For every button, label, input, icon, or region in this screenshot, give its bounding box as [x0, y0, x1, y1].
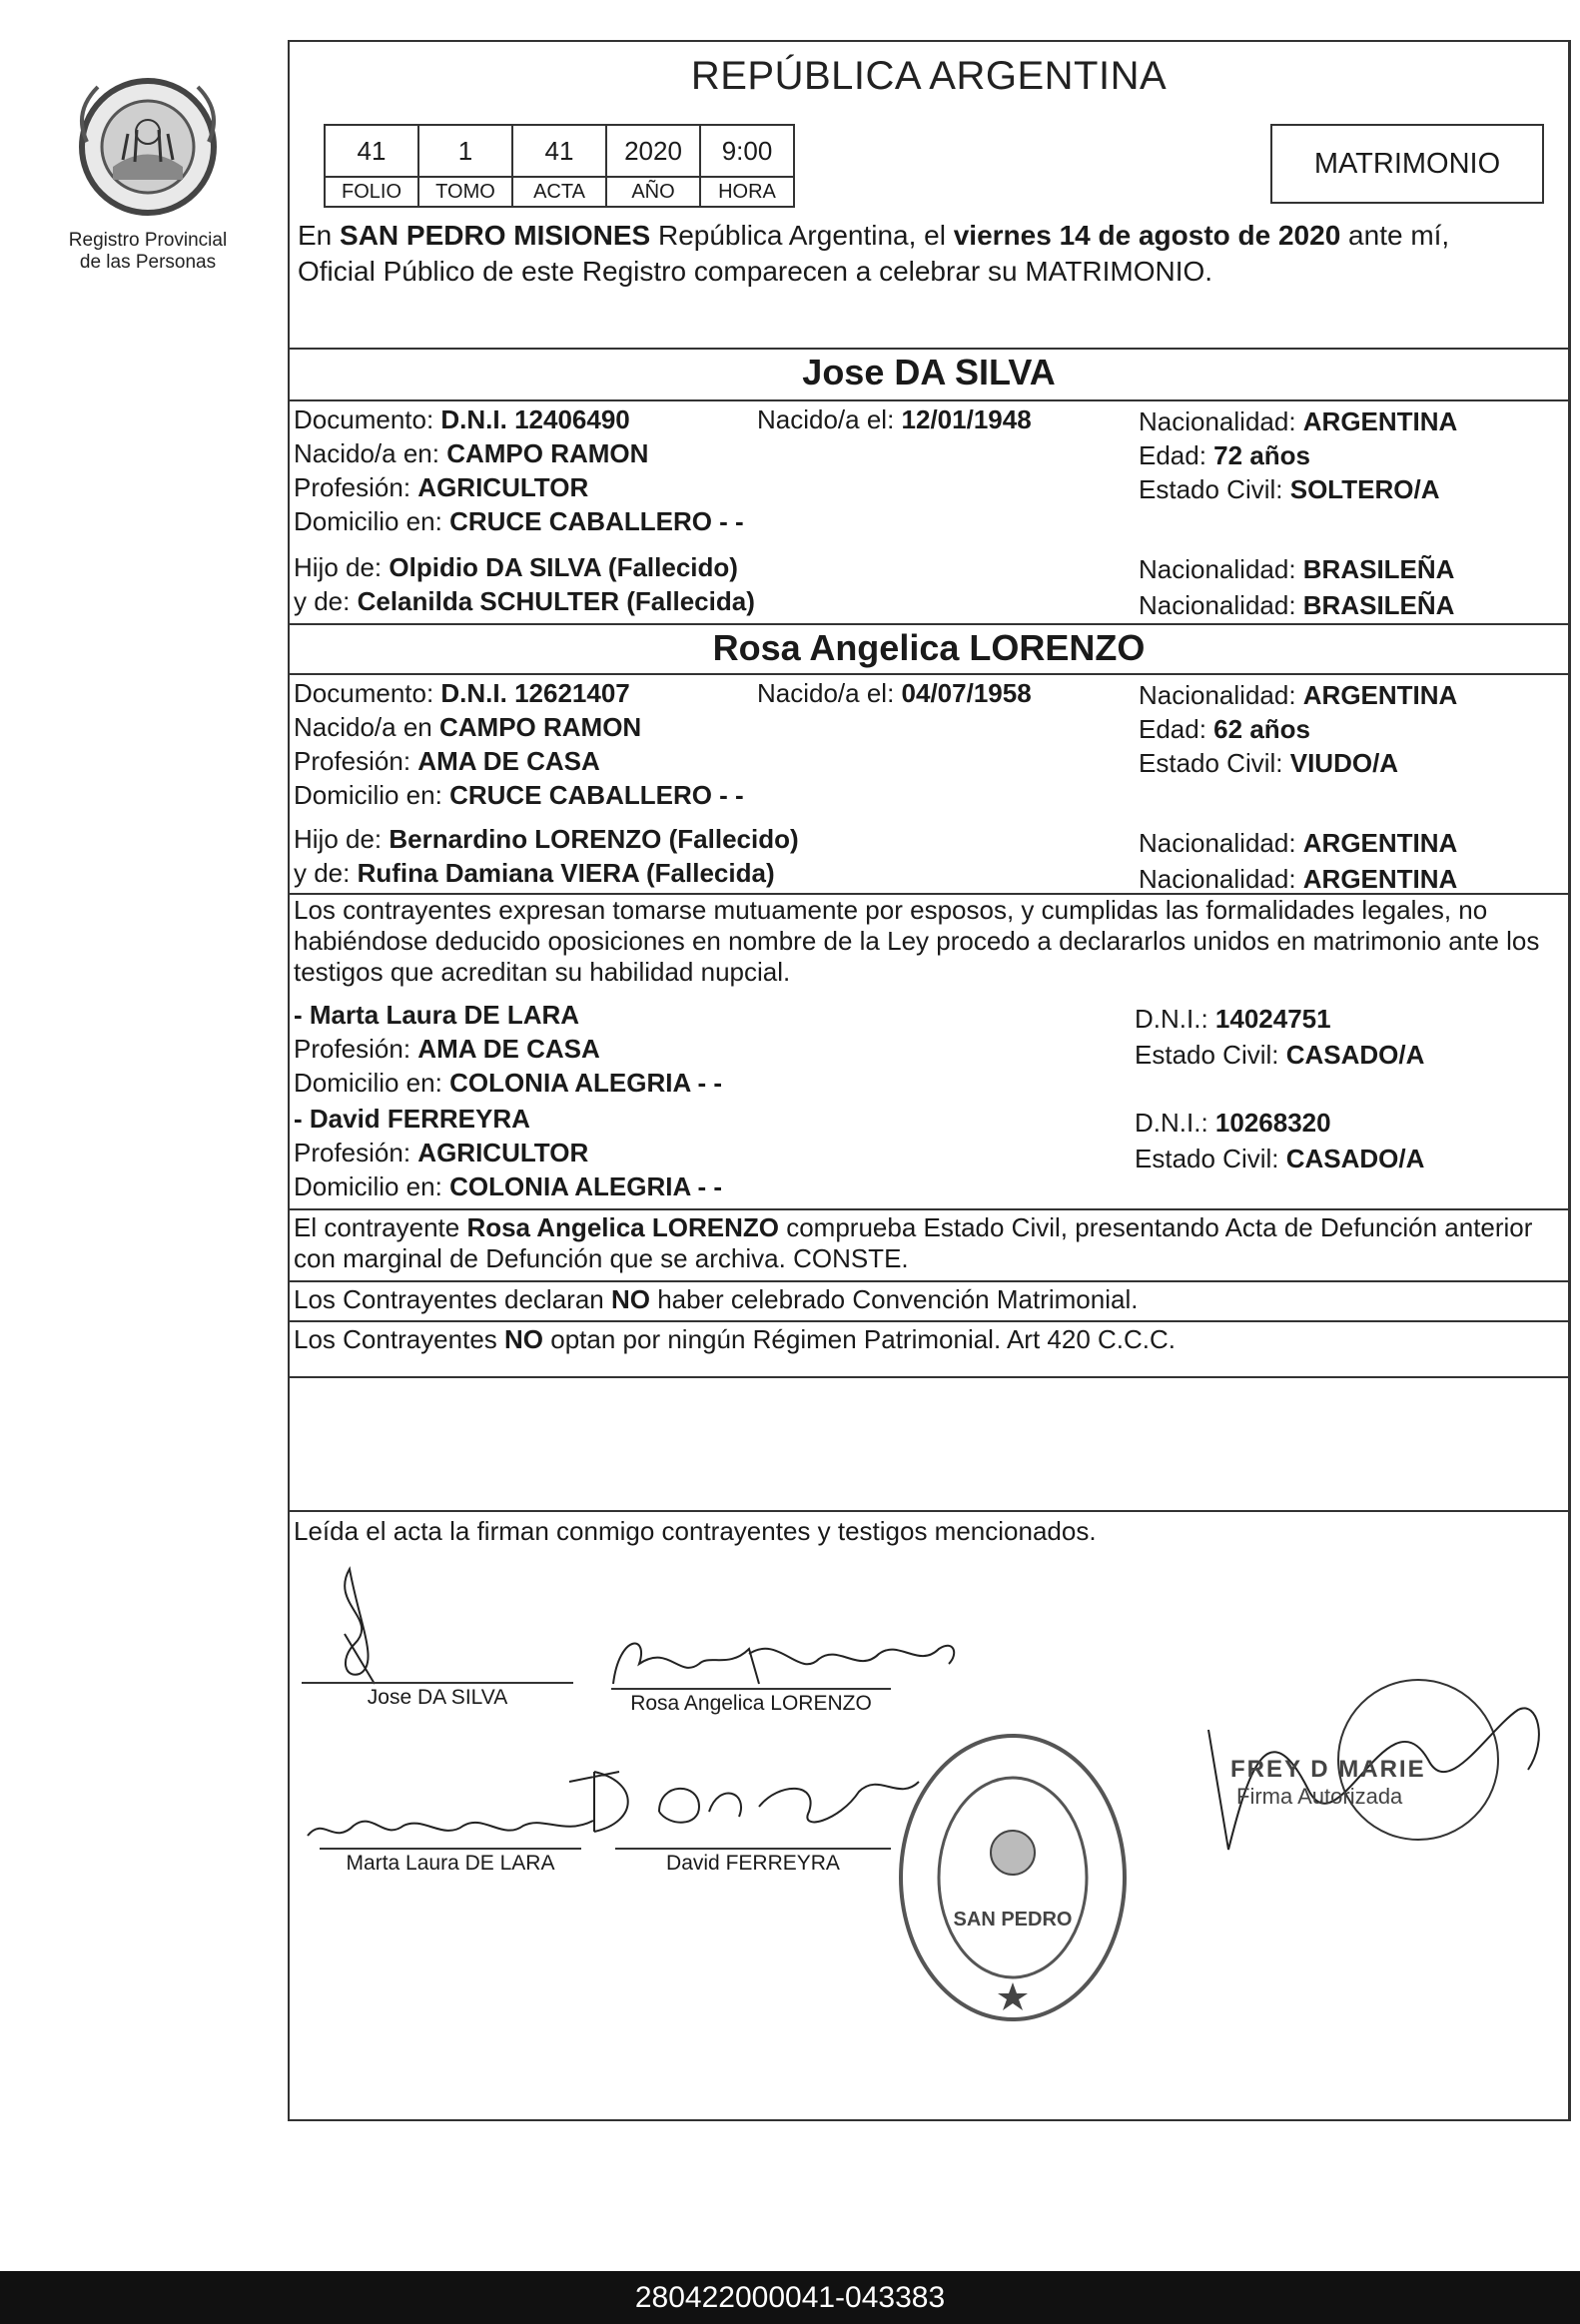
label: Profesión: — [294, 1138, 418, 1167]
label: Estado Civil: — [1135, 1040, 1286, 1070]
party2-nationality — [1139, 679, 1457, 711]
witness2-civil-status — [1135, 1143, 1424, 1174]
divider — [290, 399, 1568, 401]
divider — [290, 673, 1568, 675]
party2-birthplace — [294, 711, 641, 743]
acta-label: ACTA — [512, 177, 606, 207]
value: Olpidio DA SILVA (Fallecido) — [389, 552, 738, 582]
label: Estado Civil: — [1139, 474, 1290, 504]
convention-statement — [294, 1284, 1568, 1315]
signature-line — [320, 1848, 581, 1850]
value: 62 años — [1213, 714, 1310, 744]
label: Domicilio en: — [294, 506, 450, 536]
divider — [290, 348, 1568, 350]
value: D.N.I. 12406490 — [440, 404, 630, 434]
certificate-frame — [288, 40, 1571, 2121]
party1-age — [1139, 439, 1310, 471]
signature-label-3: Marta Laura DE LARA — [346, 1852, 555, 1875]
registry-box — [324, 124, 795, 208]
note-name: Rosa Angelica LORENZO — [466, 1212, 779, 1242]
value: VIUDO/A — [1289, 748, 1399, 778]
regime-statement — [294, 1324, 1568, 1355]
value: ARGENTINA — [1302, 680, 1458, 710]
value: - David FERREYRA — [294, 1104, 530, 1134]
logo-caption-line1: Registro Provincial — [68, 230, 228, 251]
divider — [290, 1320, 1568, 1322]
label: Domicilio en: — [294, 1171, 450, 1201]
civil-status-note — [294, 1212, 1568, 1274]
signature-marta-de-lara-icon — [304, 1796, 603, 1856]
label: Hijo de: — [294, 552, 390, 582]
folio-label: FOLIO — [325, 177, 418, 207]
value: 10268320 — [1214, 1108, 1331, 1138]
document-title: REPÚBLICA ARGENTINA — [690, 54, 1168, 98]
label: Domicilio en: — [294, 1068, 450, 1098]
value: D.N.I. 12621407 — [440, 678, 630, 708]
divider — [290, 623, 1568, 625]
value: CASADO/A — [1285, 1040, 1425, 1070]
label: Nacido/a el: — [757, 404, 902, 434]
party1-mother — [294, 585, 755, 617]
statement-emphasis: NO — [504, 1324, 544, 1354]
official-name-stamp: FREY D MARIE — [1230, 1756, 1426, 1783]
provincial-seal-icon — [73, 72, 223, 222]
party2-age — [1139, 713, 1310, 745]
signature-label-2: Rosa Angelica LORENZO — [630, 1692, 872, 1715]
label: Edad: — [1139, 440, 1214, 470]
label: Estado Civil: — [1135, 1144, 1286, 1173]
label: Edad: — [1139, 714, 1214, 744]
stamp-center-text: SAN PEDRO — [953, 1909, 1073, 1931]
label: Nacido/a el: — [757, 678, 902, 708]
hour-label: HORA — [700, 177, 794, 207]
party1-father-nationality — [1139, 553, 1454, 585]
label: Documento: — [294, 404, 441, 434]
value: COLONIA ALEGRIA - - — [449, 1068, 723, 1098]
party1-birthdate — [757, 403, 1032, 435]
label: Nacionalidad: — [1139, 680, 1303, 710]
value: ARGENTINA — [1302, 864, 1458, 894]
intro-text: ante mí, — [1340, 220, 1450, 251]
statement-text: optan por ningún Régimen Patrimonial. Art 420 C.C.C. — [543, 1324, 1177, 1354]
value: AMA DE CASA — [417, 746, 600, 776]
document-code-bar: 280422000041-043383 — [0, 2271, 1580, 2324]
value: Bernardino LORENZO (Fallecido) — [389, 824, 799, 854]
party1-profession — [294, 471, 588, 503]
label: Nacionalidad: — [1139, 590, 1303, 620]
signature-line — [615, 1848, 891, 1850]
party2-mother-nationality — [1139, 863, 1457, 895]
value: Celanilda SCHULTER (Fallecida) — [357, 586, 755, 616]
intro-text: República Argentina, el — [650, 220, 954, 251]
value: COLONIA ALEGRIA - - — [449, 1171, 723, 1201]
year-label: AÑO — [606, 177, 700, 207]
statement-text: haber celebrado Convención Matrimonial. — [649, 1284, 1139, 1314]
witness2-domicile — [294, 1170, 722, 1202]
witness2-dni — [1135, 1107, 1331, 1139]
official-title-stamp: Firma Autorizada — [1236, 1784, 1403, 1809]
value: AGRICULTOR — [417, 472, 589, 502]
signature-label-1: Jose DA SILVA — [367, 1686, 508, 1709]
witness1-name — [294, 999, 579, 1031]
label: Nacionalidad: — [1139, 864, 1303, 894]
statement-text: Los Contrayentes declaran — [294, 1284, 611, 1314]
value: CAMPO RAMON — [438, 712, 642, 742]
value: CRUCE CABALLERO - - — [449, 780, 744, 810]
label: Nacido/a en — [294, 712, 439, 742]
value: SOLTERO/A — [1289, 474, 1440, 504]
divider — [290, 1208, 1568, 1210]
party2-civil-status — [1139, 747, 1398, 779]
label: Nacido/a en: — [294, 438, 447, 468]
label: Profesión: — [294, 1034, 418, 1064]
signature-rosa-lorenzo-icon — [609, 1624, 969, 1694]
official-stamp-icon — [893, 1728, 1133, 2027]
value: CRUCE CABALLERO - - — [449, 506, 744, 536]
label: Profesión: — [294, 746, 418, 776]
label: Domicilio en: — [294, 780, 450, 810]
intro-line2: Oficial Público de este Registro comparecen a celebrar su MATRIMONIO. — [298, 256, 1213, 287]
party1-name: Jose DA SILVA — [802, 352, 1056, 392]
value: Rufina Damiana VIERA (Fallecida) — [357, 858, 775, 888]
divider — [290, 1510, 1568, 1512]
registry-logo — [48, 72, 248, 274]
note-text: El contrayente — [294, 1212, 467, 1242]
declaration-paragraph: Los contrayentes expresan tomarse mutuamente por esposos, y cumplidas las formalidades legales, no habiéndose deducido oposiciones en nombre de la Ley procedo a declararlos unidos en matrimonio ante los testigos que acreditan su habilidad nupcial. — [294, 895, 1540, 987]
intro-paragraph — [298, 218, 1566, 290]
party1-civil-status — [1139, 473, 1439, 505]
label: Hijo de: — [294, 824, 390, 854]
label: Nacionalidad: — [1139, 406, 1303, 436]
tomo-value: 1 — [418, 125, 512, 177]
intro-date: viernes 14 de agosto de 2020 — [953, 220, 1341, 251]
note-text: comprueba Estado Civil, presentando Acta de Defunción anterior con marginal de Defunción que se archiva. CONSTE. — [294, 1212, 1533, 1273]
year-value: 2020 — [606, 125, 700, 177]
party2-profession — [294, 745, 600, 777]
signature-jose-da-silva-icon — [320, 1564, 399, 1694]
witness1-profession — [294, 1033, 600, 1065]
value: BRASILEÑA — [1302, 554, 1455, 584]
value: 12/01/1948 — [901, 404, 1032, 434]
party1-father — [294, 551, 738, 583]
value: ARGENTINA — [1302, 828, 1458, 858]
value: CASADO/A — [1285, 1144, 1425, 1173]
value: 14024751 — [1214, 1004, 1331, 1034]
party2-domicile — [294, 779, 744, 811]
party1-mother-nationality — [1139, 589, 1454, 621]
value: CAMPO RAMON — [446, 438, 649, 468]
logo-caption-line2: de las Personas — [79, 252, 217, 273]
tomo-label: TOMO — [418, 177, 512, 207]
party1-nationality — [1139, 405, 1457, 437]
label: Profesión: — [294, 472, 418, 502]
label: D.N.I.: — [1135, 1004, 1215, 1034]
signature-label-4: David FERREYRA — [666, 1852, 840, 1875]
party2-mother — [294, 857, 775, 889]
signature-line — [611, 1688, 891, 1690]
label: y de: — [294, 586, 358, 616]
value: - Marta Laura DE LARA — [294, 1000, 580, 1030]
hour-value: 9:00 — [700, 125, 794, 177]
witness2-profession — [294, 1137, 588, 1168]
signature-line — [302, 1682, 573, 1684]
label: D.N.I.: — [1135, 1108, 1215, 1138]
party2-birthdate — [757, 677, 1032, 709]
signature-david-ferreyra-icon — [559, 1752, 939, 1852]
label: Nacionalidad: — [1139, 554, 1303, 584]
value: ARGENTINA — [1302, 406, 1458, 436]
party1-document — [294, 403, 630, 435]
party1-birthplace — [294, 437, 648, 469]
party2-name: Rosa Angelica LORENZO — [712, 627, 1146, 668]
statement-emphasis: NO — [610, 1284, 650, 1314]
intro-place: SAN PEDRO MISIONES — [340, 220, 651, 251]
value: 04/07/1958 — [901, 678, 1032, 708]
statement-text: Los Contrayentes — [294, 1324, 505, 1354]
witness1-dni — [1135, 1003, 1331, 1035]
folio-value: 41 — [325, 125, 418, 177]
value: BRASILEÑA — [1302, 590, 1455, 620]
label: y de: — [294, 858, 358, 888]
party2-father — [294, 823, 799, 855]
intro-text: En — [298, 220, 341, 251]
witness1-domicile — [294, 1067, 722, 1099]
party2-document — [294, 677, 630, 709]
party1-domicile — [294, 505, 744, 537]
value: AGRICULTOR — [417, 1138, 589, 1167]
label: Nacionalidad: — [1139, 828, 1303, 858]
witness2-name — [294, 1103, 530, 1135]
label: Documento: — [294, 678, 441, 708]
witness1-civil-status — [1135, 1039, 1424, 1071]
acta-value: 41 — [512, 125, 606, 177]
party2-father-nationality — [1139, 827, 1457, 859]
value: AMA DE CASA — [417, 1034, 600, 1064]
label: Estado Civil: — [1139, 748, 1290, 778]
divider — [290, 1280, 1568, 1282]
act-type-box: MATRIMONIO — [1270, 124, 1544, 204]
closing-statement: Leída el acta la firman conmigo contrayentes y testigos mencionados. — [294, 1516, 1097, 1546]
divider — [290, 1376, 1568, 1378]
value: 72 años — [1213, 440, 1310, 470]
